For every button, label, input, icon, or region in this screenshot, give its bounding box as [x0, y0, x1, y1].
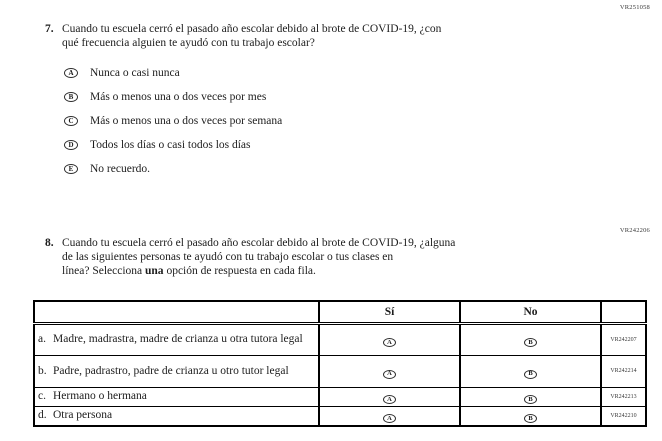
answer-bubble-d-icon[interactable]: [64, 140, 78, 150]
answer-bubble-b-icon[interactable]: [64, 92, 78, 102]
bubble-letter: A: [68, 68, 74, 77]
q7-option-c[interactable]: [64, 109, 282, 133]
answer-bubble-c-icon[interactable]: [64, 116, 78, 126]
row-b-yes-cell: [319, 355, 460, 387]
header-empty-code: [601, 301, 646, 323]
bubble-letter: D: [68, 140, 74, 149]
bubble-letter: A: [387, 414, 392, 422]
row-d-yes-bubble-icon[interactable]: [383, 414, 396, 423]
bubble-letter: C: [68, 116, 74, 125]
row-a-no-bubble-icon[interactable]: [524, 338, 537, 347]
row-c-stem: [34, 387, 319, 406]
table-row-b: [34, 355, 646, 387]
row-a-letter: a.: [38, 333, 46, 345]
row-d-no-bubble-icon[interactable]: [524, 414, 537, 423]
header-yes: Sí: [319, 301, 460, 323]
row-b-letter: b.: [38, 364, 47, 377]
row-a-label: Madre, madrastra, madre de crianza u otra tutora legal: [53, 333, 303, 345]
question-8-text: [62, 236, 455, 278]
row-c-yes-bubble-icon[interactable]: [383, 395, 396, 404]
row-b-yes-bubble-icon[interactable]: [383, 370, 396, 379]
table-header-row: [34, 301, 646, 323]
row-a-no-cell: [460, 323, 601, 355]
question-8-text-line-1: Cuando tu escuela cerró el pasado año escolar debido al brote de COVID-19, ¿alguna: [62, 237, 456, 249]
question-8-text-line-2: de las siguientes personas te ayudó con tu trabajo escolar o tus clases en: [62, 251, 394, 263]
row-d-stem: [34, 406, 319, 426]
q7-option-a[interactable]: [64, 61, 282, 85]
row-d-code: VR242210: [601, 406, 646, 426]
q7-option-c-label: Más o menos una o dos veces por semana: [90, 115, 283, 127]
row-b-stem: [34, 355, 319, 387]
question-8-answer-table: [33, 300, 647, 427]
row-d-no-cell: [460, 406, 601, 426]
bubble-letter: A: [387, 395, 392, 403]
bold-instruction-word: una: [145, 265, 164, 277]
q7-option-a-label: Nunca o casi nunca: [90, 67, 180, 79]
form-code-question-8: VR242206: [619, 227, 650, 234]
bubble-letter: A: [387, 338, 392, 346]
table-row-a: [34, 323, 646, 355]
row-c-no-bubble-icon[interactable]: [524, 395, 537, 404]
table-row-d: [34, 406, 646, 426]
row-b-code: VR242214: [601, 355, 646, 387]
bubble-letter: B: [528, 338, 533, 346]
row-a-stem: [34, 323, 319, 355]
row-a-yes-bubble-icon[interactable]: [383, 338, 396, 347]
question-7-number: 7.: [45, 23, 54, 35]
row-b-label: Padre, padrastro, padre de crianza u otro tutor legal: [53, 364, 289, 377]
row-b-no-cell: [460, 355, 601, 387]
question-7-text: [62, 22, 441, 50]
row-d-letter: d.: [38, 409, 47, 421]
q7-option-b[interactable]: [64, 85, 282, 109]
row-c-no-cell: [460, 387, 601, 406]
q7-option-e-label: No recuerdo.: [90, 163, 151, 175]
question-7-text-line-1: Cuando tu escuela cerró el pasado año escolar debido al brote de COVID-19, ¿con: [62, 23, 442, 35]
bubble-letter: A: [387, 370, 392, 377]
bubble-letter: B: [528, 414, 533, 422]
question-7: [45, 22, 505, 50]
form-code-question-7: VR251058: [619, 4, 650, 11]
q7-option-e[interactable]: [64, 157, 282, 181]
header-empty-stem: [34, 301, 319, 323]
q7-option-b-label: Más o menos una o dos veces por mes: [90, 91, 267, 103]
answer-bubble-e-icon[interactable]: [64, 164, 78, 174]
row-c-label: Hermano o hermana: [53, 390, 147, 402]
bubble-letter: B: [528, 370, 533, 377]
question-7-text-line-2: qué frecuencia alguien te ayudó con tu trabajo escolar?: [62, 37, 315, 49]
row-d-yes-cell: [319, 406, 460, 426]
row-b-no-bubble-icon[interactable]: [524, 370, 537, 379]
answer-bubble-a-icon[interactable]: [64, 68, 78, 78]
bubble-letter: B: [528, 395, 533, 403]
question-7-options: [64, 61, 282, 181]
row-c-yes-cell: [319, 387, 460, 406]
row-c-code: VR242213: [601, 387, 646, 406]
row-a-code: VR242207: [601, 323, 646, 355]
q7-option-d[interactable]: [64, 133, 282, 157]
row-a-yes-cell: [319, 323, 460, 355]
question-8: [45, 236, 515, 278]
row-c-letter: c.: [38, 390, 46, 402]
question-8-text-line-3: línea? Selecciona una opción de respuesta en cada fila.: [62, 265, 316, 277]
table-row-c: [34, 387, 646, 406]
row-d-label: Otra persona: [53, 409, 113, 421]
q7-option-d-label: Todos los días o casi todos los días: [90, 139, 251, 151]
header-no: No: [460, 301, 601, 323]
bubble-letter: B: [68, 92, 74, 101]
question-8-number: 8.: [45, 237, 54, 249]
bubble-letter: E: [68, 164, 74, 173]
